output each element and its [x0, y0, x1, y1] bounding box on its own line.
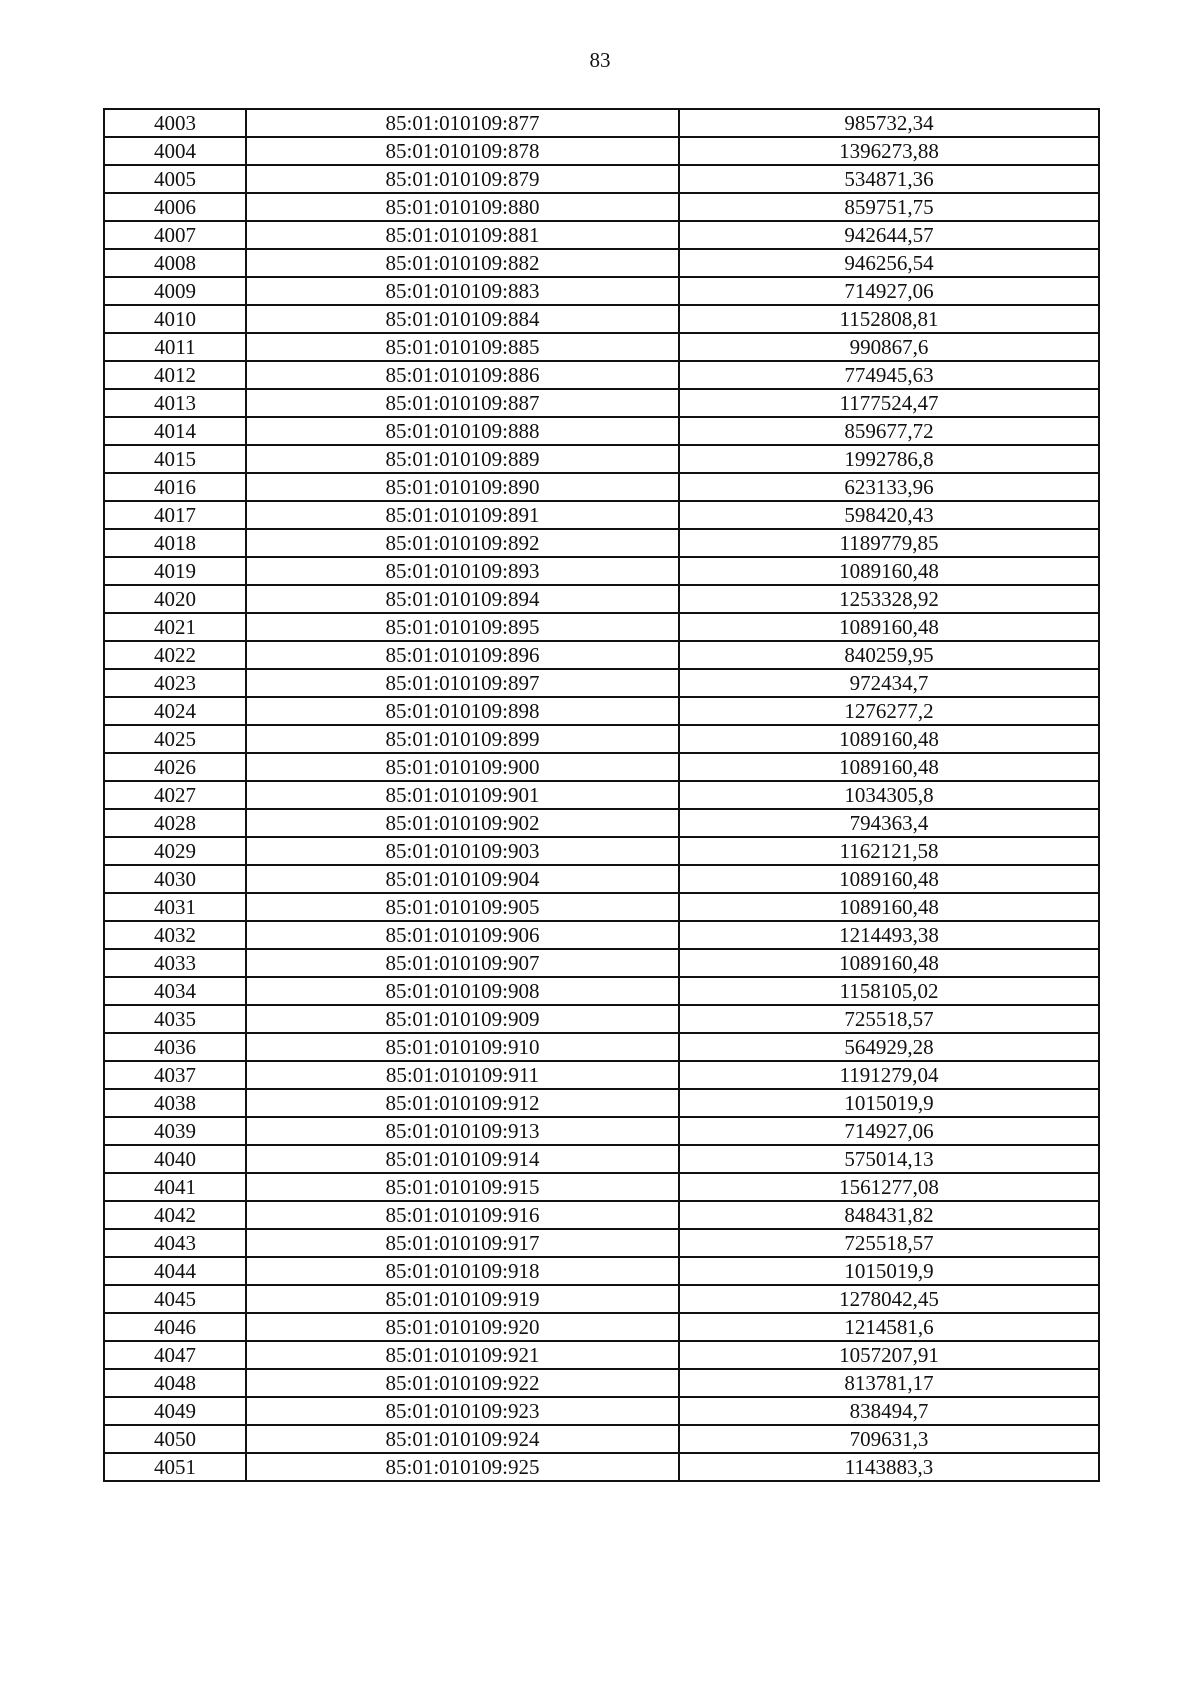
cadastral-value-cell: 1089160,48 — [679, 557, 1099, 585]
cadastral-value-cell: 1253328,92 — [679, 585, 1099, 613]
cadastral-number-cell: 85:01:010109:907 — [246, 949, 679, 977]
row-number-cell: 4010 — [104, 305, 246, 333]
row-number-cell: 4012 — [104, 361, 246, 389]
row-number-cell: 4013 — [104, 389, 246, 417]
table-row — [104, 865, 1099, 893]
cadastral-number-cell: 85:01:010109:914 — [246, 1145, 679, 1173]
cadastral-value-cell: 1034305,8 — [679, 781, 1099, 809]
cadastral-number-cell: 85:01:010109:921 — [246, 1341, 679, 1369]
cadastral-number-cell: 85:01:010109:908 — [246, 977, 679, 1005]
table-row — [104, 137, 1099, 165]
row-number-cell: 4008 — [104, 249, 246, 277]
row-number-cell: 4007 — [104, 221, 246, 249]
table-row — [104, 1369, 1099, 1397]
cadastral-number-cell: 85:01:010109:918 — [246, 1257, 679, 1285]
row-number-cell: 4025 — [104, 725, 246, 753]
table-row — [104, 557, 1099, 585]
cadastral-number-cell: 85:01:010109:880 — [246, 193, 679, 221]
cadastral-number-cell: 85:01:010109:911 — [246, 1061, 679, 1089]
table-row — [104, 389, 1099, 417]
row-number-cell: 4024 — [104, 697, 246, 725]
row-number-cell: 4051 — [104, 1453, 246, 1481]
table-row — [104, 109, 1099, 137]
table-body — [104, 109, 1099, 1481]
cadastral-value-cell: 1015019,9 — [679, 1257, 1099, 1285]
cadastral-number-cell: 85:01:010109:912 — [246, 1089, 679, 1117]
table-row — [104, 249, 1099, 277]
cadastral-number-cell: 85:01:010109:894 — [246, 585, 679, 613]
row-number-cell: 4030 — [104, 865, 246, 893]
cadastral-number-cell: 85:01:010109:884 — [246, 305, 679, 333]
cadastral-value-cell: 990867,6 — [679, 333, 1099, 361]
row-number-cell: 4003 — [104, 109, 246, 137]
table-row — [104, 1257, 1099, 1285]
table-row — [104, 753, 1099, 781]
row-number-cell: 4032 — [104, 921, 246, 949]
cadastral-value-cell: 1162121,58 — [679, 837, 1099, 865]
cadastral-value-cell: 794363,4 — [679, 809, 1099, 837]
cadastral-number-cell: 85:01:010109:882 — [246, 249, 679, 277]
row-number-cell: 4046 — [104, 1313, 246, 1341]
table-row — [104, 1341, 1099, 1369]
cadastral-value-cell: 1089160,48 — [679, 949, 1099, 977]
cadastral-value-cell: 1158105,02 — [679, 977, 1099, 1005]
cadastral-value-cell: 623133,96 — [679, 473, 1099, 501]
cadastral-value-table — [103, 108, 1100, 1482]
row-number-cell: 4029 — [104, 837, 246, 865]
table-row — [104, 697, 1099, 725]
cadastral-number-cell: 85:01:010109:881 — [246, 221, 679, 249]
table-row — [104, 1173, 1099, 1201]
row-number-cell: 4049 — [104, 1397, 246, 1425]
row-number-cell: 4026 — [104, 753, 246, 781]
table-row — [104, 1005, 1099, 1033]
cadastral-value-cell: 725518,57 — [679, 1005, 1099, 1033]
row-number-cell: 4038 — [104, 1089, 246, 1117]
table-row — [104, 1061, 1099, 1089]
cadastral-value-cell: 1278042,45 — [679, 1285, 1099, 1313]
cadastral-number-cell: 85:01:010109:910 — [246, 1033, 679, 1061]
cadastral-value-cell: 714927,06 — [679, 277, 1099, 305]
cadastral-number-cell: 85:01:010109:900 — [246, 753, 679, 781]
table-row — [104, 501, 1099, 529]
row-number-cell: 4023 — [104, 669, 246, 697]
cadastral-value-cell: 813781,17 — [679, 1369, 1099, 1397]
cadastral-number-cell: 85:01:010109:920 — [246, 1313, 679, 1341]
table-row — [104, 1033, 1099, 1061]
cadastral-number-cell: 85:01:010109:924 — [246, 1425, 679, 1453]
cadastral-value-cell: 859677,72 — [679, 417, 1099, 445]
cadastral-value-cell: 1214493,38 — [679, 921, 1099, 949]
cadastral-number-cell: 85:01:010109:915 — [246, 1173, 679, 1201]
cadastral-value-cell: 1561277,08 — [679, 1173, 1099, 1201]
row-number-cell: 4033 — [104, 949, 246, 977]
row-number-cell: 4006 — [104, 193, 246, 221]
table-row — [104, 221, 1099, 249]
table-row — [104, 977, 1099, 1005]
cadastral-value-cell: 1089160,48 — [679, 865, 1099, 893]
row-number-cell: 4011 — [104, 333, 246, 361]
table-row — [104, 529, 1099, 557]
table-row — [104, 1089, 1099, 1117]
table-row — [104, 445, 1099, 473]
cadastral-value-cell: 564929,28 — [679, 1033, 1099, 1061]
table-row — [104, 473, 1099, 501]
cadastral-value-cell: 1089160,48 — [679, 893, 1099, 921]
cadastral-value-cell: 1191279,04 — [679, 1061, 1099, 1089]
cadastral-number-cell: 85:01:010109:877 — [246, 109, 679, 137]
cadastral-number-cell: 85:01:010109:906 — [246, 921, 679, 949]
cadastral-value-cell: 838494,7 — [679, 1397, 1099, 1425]
table-row — [104, 1313, 1099, 1341]
cadastral-value-cell: 534871,36 — [679, 165, 1099, 193]
row-number-cell: 4034 — [104, 977, 246, 1005]
cadastral-number-cell: 85:01:010109:879 — [246, 165, 679, 193]
row-number-cell: 4027 — [104, 781, 246, 809]
row-number-cell: 4048 — [104, 1369, 246, 1397]
row-number-cell: 4021 — [104, 613, 246, 641]
row-number-cell: 4050 — [104, 1425, 246, 1453]
cadastral-value-cell: 972434,7 — [679, 669, 1099, 697]
page-number: 83 — [589, 48, 611, 72]
table-row — [104, 585, 1099, 613]
table-row — [104, 1201, 1099, 1229]
cadastral-value-cell: 1089160,48 — [679, 613, 1099, 641]
table-row — [104, 921, 1099, 949]
table-row — [104, 1453, 1099, 1481]
table-row — [104, 305, 1099, 333]
cadastral-number-cell: 85:01:010109:888 — [246, 417, 679, 445]
cadastral-number-cell: 85:01:010109:909 — [246, 1005, 679, 1033]
cadastral-value-cell: 575014,13 — [679, 1145, 1099, 1173]
table-row — [104, 641, 1099, 669]
cadastral-number-cell: 85:01:010109:892 — [246, 529, 679, 557]
cadastral-number-cell: 85:01:010109:885 — [246, 333, 679, 361]
table-row — [104, 1229, 1099, 1257]
row-number-cell: 4017 — [104, 501, 246, 529]
cadastral-value-cell: 774945,63 — [679, 361, 1099, 389]
cadastral-number-cell: 85:01:010109:886 — [246, 361, 679, 389]
cadastral-value-cell: 1089160,48 — [679, 725, 1099, 753]
table-row — [104, 1425, 1099, 1453]
table-row — [104, 837, 1099, 865]
row-number-cell: 4019 — [104, 557, 246, 585]
cadastral-value-cell: 598420,43 — [679, 501, 1099, 529]
cadastral-number-cell: 85:01:010109:902 — [246, 809, 679, 837]
row-number-cell: 4015 — [104, 445, 246, 473]
table-row — [104, 669, 1099, 697]
cadastral-number-cell: 85:01:010109:891 — [246, 501, 679, 529]
cadastral-number-cell: 85:01:010109:899 — [246, 725, 679, 753]
row-number-cell: 4047 — [104, 1341, 246, 1369]
row-number-cell: 4036 — [104, 1033, 246, 1061]
cadastral-number-cell: 85:01:010109:897 — [246, 669, 679, 697]
table-row — [104, 277, 1099, 305]
cadastral-value-cell: 1177524,47 — [679, 389, 1099, 417]
row-number-cell: 4037 — [104, 1061, 246, 1089]
row-number-cell: 4040 — [104, 1145, 246, 1173]
cadastral-value-cell: 725518,57 — [679, 1229, 1099, 1257]
row-number-cell: 4004 — [104, 137, 246, 165]
cadastral-value-cell: 1214581,6 — [679, 1313, 1099, 1341]
cadastral-value-cell: 709631,3 — [679, 1425, 1099, 1453]
cadastral-number-cell: 85:01:010109:887 — [246, 389, 679, 417]
cadastral-number-cell: 85:01:010109:883 — [246, 277, 679, 305]
cadastral-number-cell: 85:01:010109:923 — [246, 1397, 679, 1425]
cadastral-number-cell: 85:01:010109:898 — [246, 697, 679, 725]
row-number-cell: 4039 — [104, 1117, 246, 1145]
cadastral-value-cell: 946256,54 — [679, 249, 1099, 277]
cadastral-value-cell: 1396273,88 — [679, 137, 1099, 165]
cadastral-value-cell: 1276277,2 — [679, 697, 1099, 725]
table-row — [104, 725, 1099, 753]
row-number-cell: 4028 — [104, 809, 246, 837]
cadastral-number-cell: 85:01:010109:904 — [246, 865, 679, 893]
cadastral-value-cell: 848431,82 — [679, 1201, 1099, 1229]
table-row — [104, 809, 1099, 837]
cadastral-value-cell: 1057207,91 — [679, 1341, 1099, 1369]
cadastral-number-cell: 85:01:010109:905 — [246, 893, 679, 921]
row-number-cell: 4041 — [104, 1173, 246, 1201]
table-row — [104, 1397, 1099, 1425]
cadastral-number-cell: 85:01:010109:917 — [246, 1229, 679, 1257]
table-row — [104, 1145, 1099, 1173]
row-number-cell: 4009 — [104, 277, 246, 305]
row-number-cell: 4035 — [104, 1005, 246, 1033]
cadastral-number-cell: 85:01:010109:893 — [246, 557, 679, 585]
cadastral-number-cell: 85:01:010109:922 — [246, 1369, 679, 1397]
cadastral-value-cell: 1992786,8 — [679, 445, 1099, 473]
cadastral-value-cell: 1143883,3 — [679, 1453, 1099, 1481]
row-number-cell: 4005 — [104, 165, 246, 193]
cadastral-number-cell: 85:01:010109:896 — [246, 641, 679, 669]
table-row — [104, 893, 1099, 921]
table-row — [104, 361, 1099, 389]
row-number-cell: 4031 — [104, 893, 246, 921]
table-row — [104, 165, 1099, 193]
cadastral-value-cell: 942644,57 — [679, 221, 1099, 249]
table-row — [104, 333, 1099, 361]
table-row — [104, 781, 1099, 809]
cadastral-number-cell: 85:01:010109:925 — [246, 1453, 679, 1481]
row-number-cell: 4022 — [104, 641, 246, 669]
table-row — [104, 1117, 1099, 1145]
cadastral-value-cell: 859751,75 — [679, 193, 1099, 221]
table-row — [104, 417, 1099, 445]
table-row — [104, 613, 1099, 641]
table-row — [104, 1285, 1099, 1313]
cadastral-value-cell: 1015019,9 — [679, 1089, 1099, 1117]
cadastral-number-cell: 85:01:010109:889 — [246, 445, 679, 473]
cadastral-number-cell: 85:01:010109:890 — [246, 473, 679, 501]
cadastral-value-cell: 840259,95 — [679, 641, 1099, 669]
cadastral-value-cell: 1152808,81 — [679, 305, 1099, 333]
cadastral-value-cell: 1189779,85 — [679, 529, 1099, 557]
cadastral-value-cell: 985732,34 — [679, 109, 1099, 137]
row-number-cell: 4045 — [104, 1285, 246, 1313]
table-row — [104, 949, 1099, 977]
row-number-cell: 4044 — [104, 1257, 246, 1285]
cadastral-number-cell: 85:01:010109:916 — [246, 1201, 679, 1229]
row-number-cell: 4020 — [104, 585, 246, 613]
table-row — [104, 193, 1099, 221]
row-number-cell: 4043 — [104, 1229, 246, 1257]
cadastral-number-cell: 85:01:010109:919 — [246, 1285, 679, 1313]
row-number-cell: 4014 — [104, 417, 246, 445]
row-number-cell: 4018 — [104, 529, 246, 557]
cadastral-value-cell: 714927,06 — [679, 1117, 1099, 1145]
cadastral-number-cell: 85:01:010109:913 — [246, 1117, 679, 1145]
cadastral-number-cell: 85:01:010109:878 — [246, 137, 679, 165]
cadastral-value-cell: 1089160,48 — [679, 753, 1099, 781]
cadastral-number-cell: 85:01:010109:901 — [246, 781, 679, 809]
row-number-cell: 4016 — [104, 473, 246, 501]
row-number-cell: 4042 — [104, 1201, 246, 1229]
cadastral-number-cell: 85:01:010109:903 — [246, 837, 679, 865]
cadastral-number-cell: 85:01:010109:895 — [246, 613, 679, 641]
